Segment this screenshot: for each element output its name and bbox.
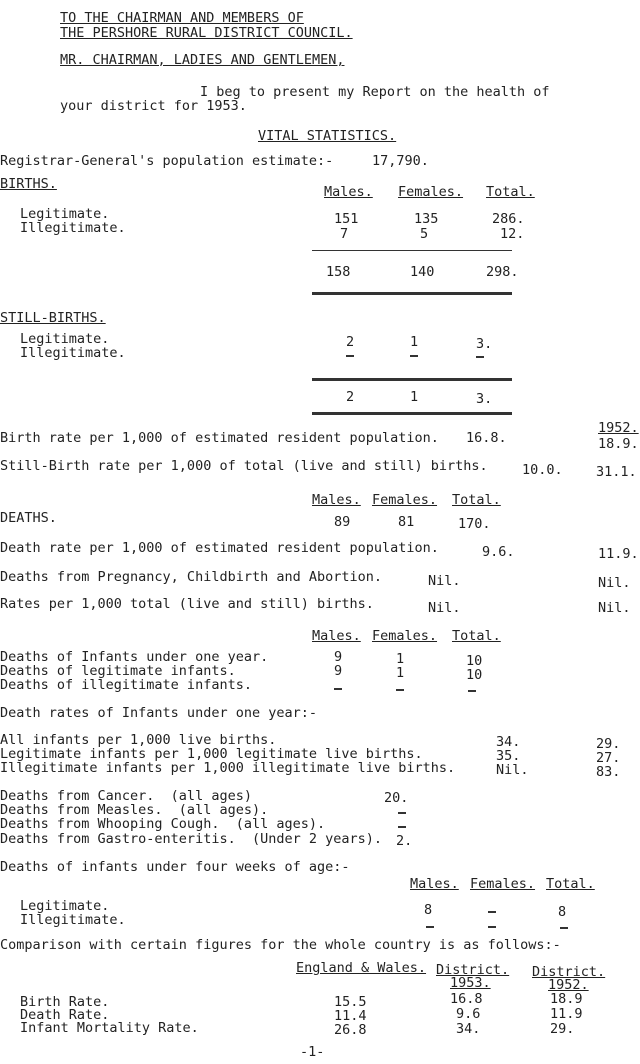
maternal-rates-value: Nil. <box>428 600 461 616</box>
comparison-death-rate-district: 9.6 <box>456 1006 481 1022</box>
births-illegitimate-total: 12. <box>500 226 525 242</box>
still-births-double-rule <box>312 412 512 415</box>
legit-infant-deaths-males: 9 <box>334 663 343 679</box>
comparison-heading: Comparison with certain figures for the whole country is as follows:- <box>0 937 561 953</box>
four-weeks-illegitimate-label: Illegitimate. <box>20 912 126 928</box>
comparison-col-district-1953: District. <box>436 962 510 978</box>
births-total-males: 158 <box>326 264 351 280</box>
legit-infants-rate-1952: 27. <box>596 750 621 766</box>
illegit-infant-deaths-males <box>334 688 342 690</box>
still-illegitimate-females <box>410 355 418 357</box>
births-legitimate-label: Legitimate. <box>20 206 110 222</box>
infant-rates-heading: Death rates of Infants under one year:- <box>0 705 317 721</box>
infant-deaths-total: 10 <box>466 653 483 669</box>
col-females: Females. <box>398 184 464 200</box>
all-infants-rate-1952: 29. <box>596 736 621 752</box>
still-birth-rate-1952: 31.1. <box>596 464 637 480</box>
vital-statistics-heading: VITAL STATISTICS. <box>258 128 397 144</box>
still-illegitimate-males <box>346 355 354 357</box>
four-weeks-legitimate-males: 8 <box>424 902 433 918</box>
pregnancy-deaths-value: Nil. <box>428 573 461 589</box>
illegit-infant-deaths-label: Deaths of illegitimate infants. <box>0 677 252 693</box>
births-legitimate-females: 135 <box>414 211 439 227</box>
gastro-enteritis-deaths-value: 2. <box>396 833 413 849</box>
gastro-enteritis-deaths-label: Deaths from Gastro-enteritis. (Under 2 years). <box>0 831 383 847</box>
intro-line-2: your district for 1953. <box>60 98 247 114</box>
births-total-females: 140 <box>410 264 435 280</box>
address-line-1: TO THE CHAIRMAN AND MEMBERS OF <box>60 10 304 26</box>
death-rate-1952: 11.9. <box>598 546 639 562</box>
whooping-cough-deaths-label: Deaths from Whooping Cough. (all ages). <box>0 816 326 832</box>
births-legitimate-males: 151 <box>334 211 359 227</box>
comparison-col-district-1952-year: 1952. <box>548 977 589 993</box>
comparison-death-rate-country: 11.4 <box>334 1008 367 1024</box>
four-weeks-illegitimate-total <box>560 927 568 929</box>
all-infants-rate-value: 34. <box>496 734 521 750</box>
deaths-col-females: Females. <box>372 492 438 508</box>
measles-deaths-value <box>398 812 406 814</box>
birth-rate-label: Birth rate per 1,000 of estimated resident population. <box>0 430 439 446</box>
illegit-infants-rate-value: Nil. <box>496 762 529 778</box>
pregnancy-deaths-label: Deaths from Pregnancy, Childbirth and Abortion. <box>0 569 383 585</box>
still-births-heading: STILL-BIRTHS. <box>0 310 106 326</box>
infants-col-males: Males. <box>312 628 361 644</box>
address-line-2: THE PERSHORE RURAL DISTRICT COUNCIL. <box>60 25 353 41</box>
infant-deaths-males: 9 <box>334 649 343 665</box>
still-total-total: 3. <box>476 391 493 407</box>
four-weeks-heading: Deaths of infants under four weeks of age:- <box>0 859 350 875</box>
legit-infant-deaths-females: 1 <box>396 665 405 681</box>
comparison-death-rate-label: Death Rate. <box>20 1007 110 1023</box>
births-illegitimate-label: Illegitimate. <box>20 220 126 236</box>
illegit-infants-rate-1952: 83. <box>596 764 621 780</box>
four-weeks-illegitimate-males <box>426 926 434 928</box>
births-double-rule <box>312 292 512 295</box>
deaths-females: 81 <box>398 514 415 530</box>
four-weeks-legitimate-label: Legitimate. <box>20 898 110 914</box>
pregnancy-deaths-1952: Nil. <box>598 575 631 591</box>
deaths-males: 89 <box>334 514 351 530</box>
four-weeks-legitimate-total: 8 <box>558 904 567 920</box>
comparison-birth-rate-district: 16.8 <box>450 991 483 1007</box>
comparison-birth-rate-country: 15.5 <box>334 994 367 1010</box>
comparison-infant-mortality-label: Infant Mortality Rate. <box>20 1020 199 1036</box>
comparison-col-district-1953-year: 1953. <box>450 975 491 991</box>
comparison-col-district-1952: District. <box>532 964 606 980</box>
deaths-total: 170. <box>458 516 491 532</box>
births-illegitimate-males: 7 <box>340 226 349 242</box>
still-illegitimate-label: Illegitimate. <box>20 345 126 361</box>
birth-rate-value: 16.8. <box>466 430 507 446</box>
infants-col-total: Total. <box>452 628 501 644</box>
comparison-death-rate-district2: 11.9 <box>550 1006 583 1022</box>
infant-deaths-label: Deaths of Infants under one year. <box>0 649 269 665</box>
deaths-col-males: Males. <box>312 492 361 508</box>
legit-infants-rate-label: Legitimate infants per 1,000 legitimate live births. <box>0 746 423 762</box>
birth-rate-1952: 18.9. <box>598 436 639 452</box>
births-rule <box>312 250 512 251</box>
infant-deaths-females: 1 <box>396 651 405 667</box>
deaths-col-total: Total. <box>452 492 501 508</box>
four-weeks-col-total: Total. <box>546 876 595 892</box>
salutation: MR. CHAIRMAN, LADIES AND GENTLEMEN, <box>60 52 345 68</box>
year-1952-heading: 1952. <box>598 420 639 436</box>
still-legitimate-total: 3. <box>476 336 493 352</box>
four-weeks-col-females: Females. <box>470 876 536 892</box>
legit-infants-rate-value: 35. <box>496 748 521 764</box>
whooping-cough-deaths-value <box>398 826 406 828</box>
population-label: Registrar-General's population estimate:- <box>0 153 334 169</box>
cancer-deaths-label: Deaths from Cancer. (all ages) <box>0 788 252 804</box>
deaths-heading: DEATHS. <box>0 510 57 526</box>
comparison-col-england-wales: England & Wales. <box>296 960 427 976</box>
maternal-rates-1952: Nil. <box>598 600 631 616</box>
illegit-infants-rate-label: Illegitimate infants per 1,000 illegitimate live births. <box>0 760 456 776</box>
births-legitimate-total: 286. <box>492 211 525 227</box>
legit-infant-deaths-label: Deaths of legitimate infants. <box>0 663 236 679</box>
comparison-birth-rate-district2: 18.9 <box>550 991 583 1007</box>
maternal-rates-label: Rates per 1,000 total (live and still) births. <box>0 596 374 612</box>
page-number: -1- <box>300 1044 325 1060</box>
comparison-infant-mortality-country: 26.8 <box>334 1022 367 1038</box>
col-total: Total. <box>486 184 535 200</box>
births-illegitimate-females: 5 <box>420 226 429 242</box>
legit-infant-deaths-total: 10 <box>466 667 483 683</box>
comparison-infant-mortality-district: 34. <box>456 1021 481 1037</box>
death-rate-value: 9.6. <box>482 544 515 560</box>
cancer-deaths-value: 20. <box>384 790 409 806</box>
col-males: Males. <box>324 184 373 200</box>
still-legitimate-females: 1 <box>410 334 419 350</box>
births-heading: BIRTHS. <box>0 176 57 192</box>
comparison-birth-rate-label: Birth Rate. <box>20 994 110 1010</box>
still-legitimate-label: Legitimate. <box>20 331 110 347</box>
still-illegitimate-total <box>476 356 484 358</box>
intro-line-1: I beg to present my Report on the health of <box>200 84 550 100</box>
four-weeks-illegitimate-females <box>488 926 496 928</box>
measles-deaths-label: Deaths from Measles. (all ages). <box>0 802 269 818</box>
all-infants-rate-label: All infants per 1,000 live births. <box>0 732 277 748</box>
still-births-rule <box>312 378 512 381</box>
births-total-total: 298. <box>486 264 519 280</box>
population-value: 17,790. <box>372 153 429 169</box>
four-weeks-legitimate-females <box>488 911 496 913</box>
still-total-males: 2 <box>346 389 355 405</box>
illegit-infant-deaths-total <box>468 690 476 692</box>
infants-col-females: Females. <box>372 628 438 644</box>
still-total-females: 1 <box>410 389 419 405</box>
four-weeks-col-males: Males. <box>410 876 459 892</box>
still-legitimate-males: 2 <box>346 334 355 350</box>
still-birth-rate-value: 10.0. <box>522 462 563 478</box>
comparison-infant-mortality-district2: 29. <box>550 1021 575 1037</box>
illegit-infant-deaths-females <box>396 689 404 691</box>
death-rate-label: Death rate per 1,000 of estimated resident population. <box>0 540 439 556</box>
still-birth-rate-label: Still-Birth rate per 1,000 of total (live and still) births. <box>0 458 488 474</box>
